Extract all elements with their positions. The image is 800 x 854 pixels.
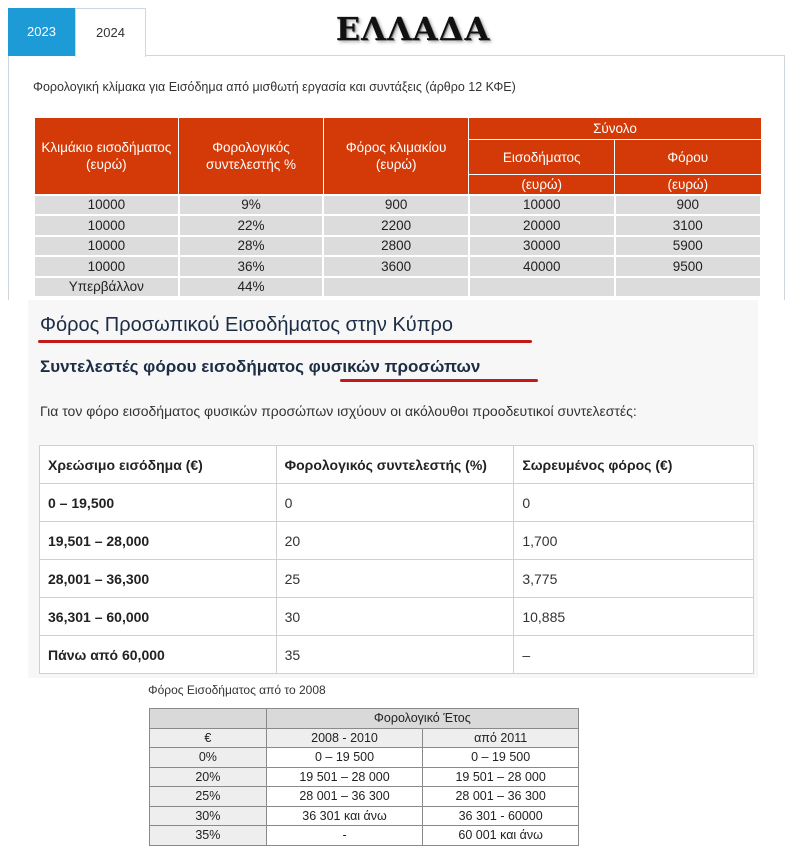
cyprus-subtitle: Συντελεστές φόρου εισοδήματος φυσικών προσώπων <box>40 357 481 376</box>
table-cell: 3600 <box>323 256 469 277</box>
table-cell: 19,501 – 28,000 <box>40 522 277 560</box>
greece-tax-panel <box>8 8 785 300</box>
table-row <box>150 787 579 807</box>
table-cell: 9500 <box>615 256 761 277</box>
table-cell: 44% <box>179 277 324 298</box>
table-cell: 36,301 – 60,000 <box>40 598 277 636</box>
table-cell: 30 <box>276 598 514 636</box>
greece-title: ΕΛΛΑΔΑ <box>335 10 491 48</box>
table-cell: 19 501 – 28 000 <box>423 767 579 787</box>
table-cell: 35% <box>150 826 267 846</box>
table-cell: 25% <box>150 787 267 807</box>
table-cell: 28 001 – 36 300 <box>423 787 579 807</box>
table-row <box>40 560 754 598</box>
table-row <box>150 806 579 826</box>
table-cell: 0 <box>514 484 754 522</box>
table-cell <box>615 277 761 298</box>
table-row <box>34 195 761 216</box>
table-row <box>34 215 761 236</box>
table-cell: 25 <box>276 560 514 598</box>
table-row <box>40 522 754 560</box>
header-currency: € <box>150 728 267 748</box>
table-cell: 0 – 19 500 <box>423 748 579 768</box>
header-bracket: Κλιμάκιο εισοδήματος (ευρώ) <box>34 118 179 195</box>
table-cell: 10,885 <box>514 598 754 636</box>
table-cell: 2800 <box>323 236 469 257</box>
table-cell: 10000 <box>34 195 179 216</box>
header-unit-income: (ευρώ) <box>469 175 615 195</box>
table-cell: 28,001 – 36,300 <box>40 560 277 598</box>
table-cell: 3,775 <box>514 560 754 598</box>
table-cell: 10000 <box>34 256 179 277</box>
header-2008-2010: 2008 - 2010 <box>266 728 423 748</box>
table-cell: 20 <box>276 522 514 560</box>
table-cell: 1,700 <box>514 522 754 560</box>
table-row <box>150 826 579 846</box>
cyprus-title: Φόρος Προσωπικού Εισοδήματος στην Κύπρο <box>40 314 454 336</box>
greece-tax-table <box>33 117 762 298</box>
table-row <box>150 748 579 768</box>
table-cell: 28% <box>179 236 324 257</box>
table-cell: 900 <box>323 195 469 216</box>
table-cell: 900 <box>615 195 761 216</box>
table-cell: 0% <box>150 748 267 768</box>
subtitle-underline <box>340 379 538 382</box>
table-cell: 10000 <box>34 236 179 257</box>
table-cell: 30% <box>150 806 267 826</box>
table-cell: 35 <box>276 636 514 674</box>
table-cell: 3100 <box>615 215 761 236</box>
table-cell <box>323 277 469 298</box>
table-cell: – <box>514 636 754 674</box>
table-row <box>40 484 754 522</box>
header-unit-tax: (ευρώ) <box>615 175 761 195</box>
table-cell: Υπερβάλλον <box>34 277 179 298</box>
table-cell <box>469 277 615 298</box>
table-cell: 60 001 και άνω <box>423 826 579 846</box>
table-row <box>150 767 579 787</box>
table-cell: Πάνω από 60,000 <box>40 636 277 674</box>
tab-2023[interactable]: 2023 <box>8 8 75 56</box>
table-cell: 36% <box>179 256 324 277</box>
table-cell: 28 001 – 36 300 <box>266 787 423 807</box>
header-rate: Φορολογικός συντελεστής % <box>179 118 324 195</box>
table-cell: 5900 <box>615 236 761 257</box>
greece-caption: Φορολογική κλίμακα για Εισόδημα από μισθωτή εργασία και συντάξεις (άρθρο 12 ΚΦΕ) <box>33 80 516 94</box>
table-row <box>40 598 754 636</box>
table-row <box>34 256 761 277</box>
header-tax-year: Φορολογικό Έτος <box>266 709 578 729</box>
table-cell: 22% <box>179 215 324 236</box>
table-cell: 36 301 και άνω <box>266 806 423 826</box>
header-income: Εισοδήματος <box>469 140 615 175</box>
cyprus-intro: Για τον φόρο εισοδήματος φυσικών προσώπων ισχύουν οι ακόλουθοι προοδευτικοί συντελεστές: <box>40 403 637 419</box>
table-cell: - <box>266 826 423 846</box>
header-empty <box>150 709 267 729</box>
table-cell: 9% <box>179 195 324 216</box>
since2008-caption: Φόρος Εισοδήματος από το 2008 <box>148 683 326 697</box>
table-cell: 19 501 – 28 000 <box>266 767 423 787</box>
header-cumulative-tax: Σωρευμένος φόρος (€) <box>514 446 754 484</box>
table-cell: 2200 <box>323 215 469 236</box>
table-cell: 0 – 19,500 <box>40 484 277 522</box>
table-row <box>34 236 761 257</box>
header-income: Χρεώσιμο εισόδημα (€) <box>40 446 277 484</box>
header-rate: Φορολογικός συντελεστής (%) <box>276 446 514 484</box>
header-tax: Φόρου <box>615 140 761 175</box>
table-cell: 10000 <box>469 195 615 216</box>
tab-2024[interactable]: 2024 <box>75 8 146 57</box>
table-cell: 20000 <box>469 215 615 236</box>
header-total: Σύνολο <box>469 118 761 140</box>
table-cell: 0 – 19 500 <box>266 748 423 768</box>
table-cell: 30000 <box>469 236 615 257</box>
greece-tab-content <box>8 56 785 300</box>
since2008-tax-table <box>149 708 579 846</box>
table-row <box>40 636 754 674</box>
cyprus-tax-table <box>39 445 754 674</box>
title-underline <box>38 340 532 343</box>
cyprus-tax-panel <box>28 300 758 678</box>
table-cell: 36 301 - 60000 <box>423 806 579 826</box>
table-cell: 0 <box>276 484 514 522</box>
table-cell: 10000 <box>34 215 179 236</box>
header-bracket-tax: Φόρος κλιμακίου (ευρώ) <box>323 118 469 195</box>
table-cell: 20% <box>150 767 267 787</box>
table-row <box>34 277 761 298</box>
header-from-2011: από 2011 <box>423 728 579 748</box>
table-cell: 40000 <box>469 256 615 277</box>
